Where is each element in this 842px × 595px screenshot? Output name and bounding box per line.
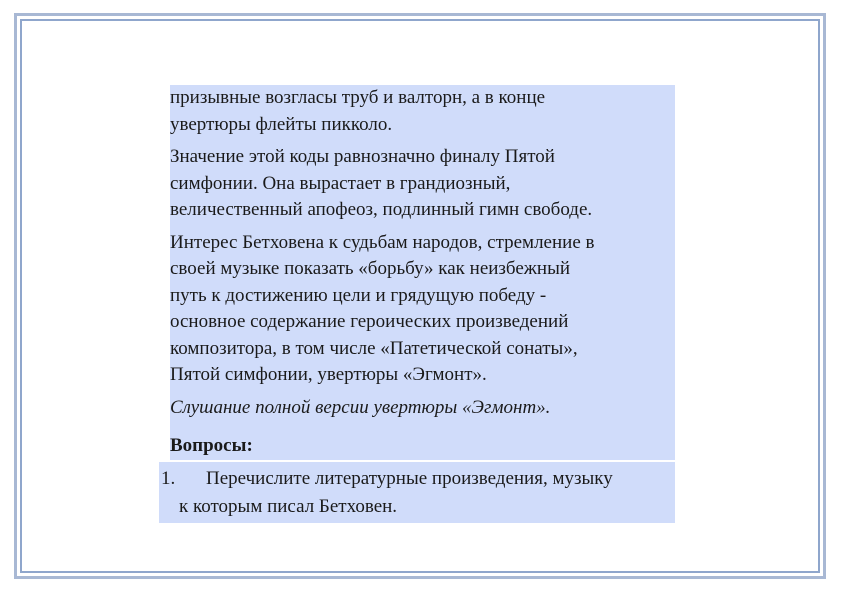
text-line: Интерес Бетховена к судьбам народов, стремление в [170,231,595,253]
paragraph-1 [170,85,675,138]
paragraph-3 [170,230,675,389]
main-text-block [170,85,675,460]
text-line: Вопросы: [170,435,253,456]
text-line: симфонии. Она вырастает в грандиозный, [170,172,511,194]
text-line: основное содержание героических произведений [170,311,569,332]
text-line: Пятой симфонии, увертюры «Эгмонт». [170,364,487,385]
question-list-item-1 [159,462,675,523]
text-line: своей музыке показать «борьбу» как неизбежный [170,258,571,279]
text-line: величественный апофеоз, подлинный гимн свободе. [170,199,593,220]
text-line: Слушание полной версии увертюры «Эгмонт». [170,396,551,418]
text-line: композитора, в том числе «Патетической сонаты», [170,337,578,359]
questions-heading [170,433,675,460]
paragraph-2 [170,144,675,224]
text-line: призывные возгласы труб и валторн, а в конце [170,87,546,108]
list-number: 1. [161,468,176,489]
spacer [170,421,675,433]
list-text-line: Перечислите литературные произведения, музыку [206,468,613,489]
text-line: путь к достижению цели и грядущую победу - [170,284,547,306]
list-text-line: к которым писал Бетховен. [179,496,398,517]
text-line: Значение этой коды равнозначно финалу Пятой [170,146,555,167]
listening-note [170,395,675,422]
text-line: увертюры флейты пикколо. [170,113,393,135]
